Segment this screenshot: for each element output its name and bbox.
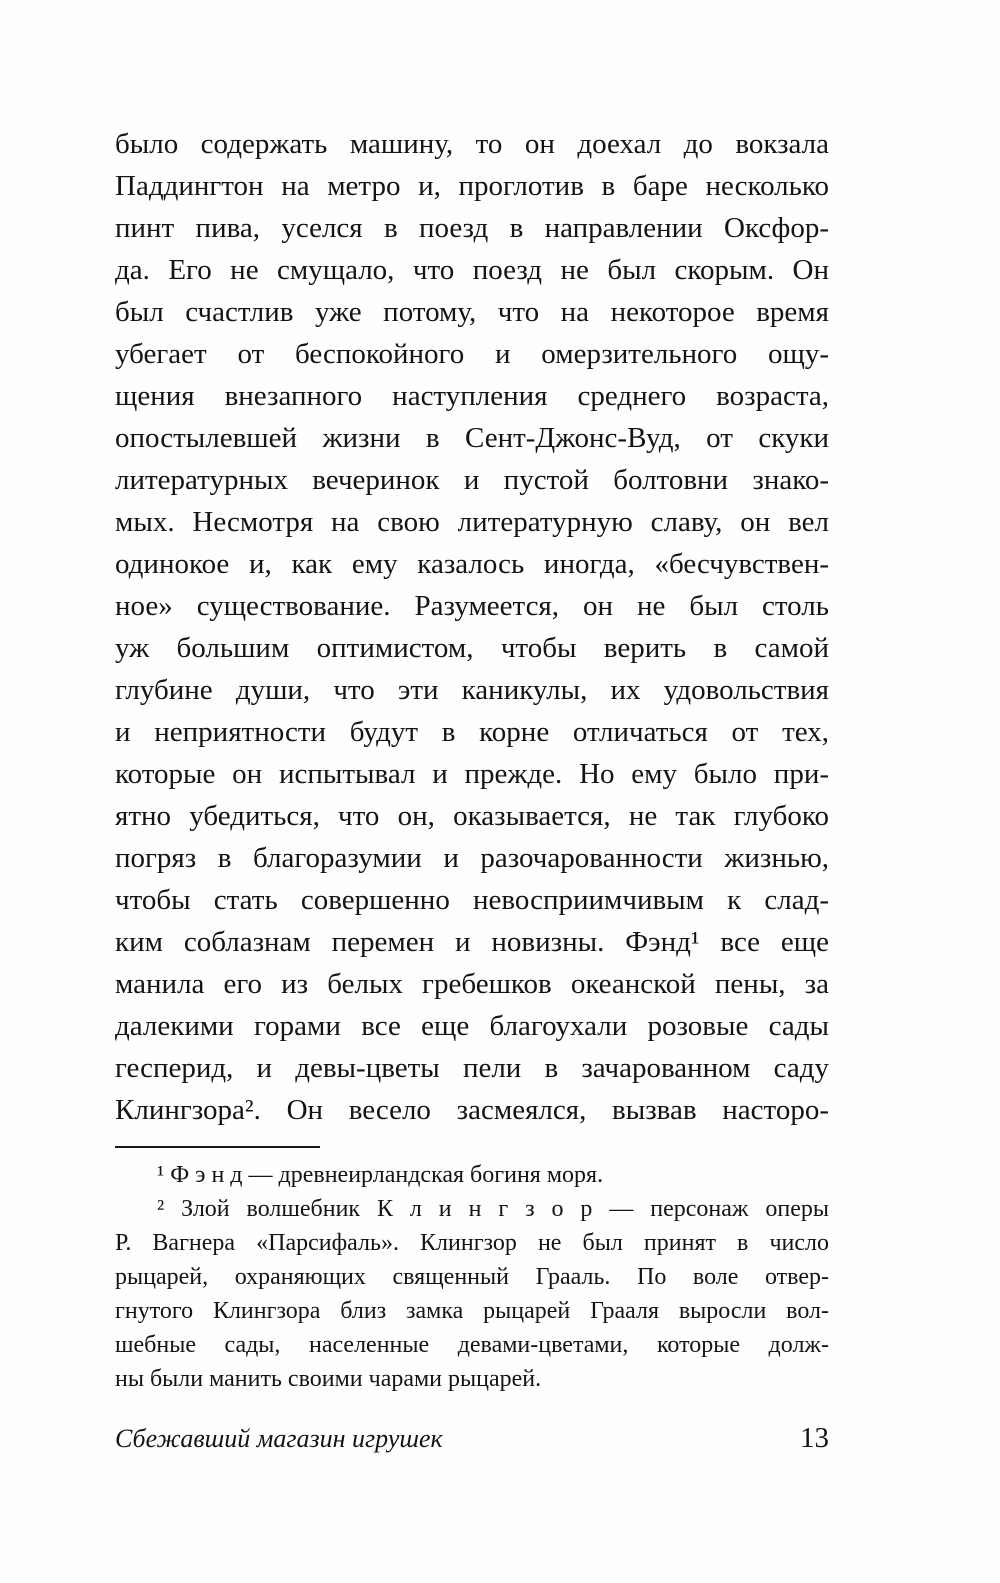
running-title: Сбежавший магазин игрушек [115,1424,443,1453]
body-line: которые он испытывал и прежде. Но ему было при- [115,758,829,790]
body-line: опостылевшей жизни в Сент-Джонс-Вуд, от скуки [115,422,829,454]
body-line: чтобы стать совершенно невосприимчивым к слад- [115,884,829,916]
body-line: ятно убедиться, что он, оказывается, не так глубоко [115,800,829,832]
page-footer [115,1420,829,1457]
footnote-separator [115,1146,320,1148]
footnote-line: гнутого Клингзора близ замка рыцарей Грааля выросли вол- [115,1298,829,1324]
footnote-line: шебные сады, населенные девами-цветами, которые долж- [115,1332,829,1358]
body-line: убегает от беспокойного и омерзительного ощу- [115,338,829,370]
body-text [115,123,829,1131]
body-line: гесперид, и девы-цветы пели в зачарованном саду [115,1052,829,1084]
body-line: Паддингтон на метро и, проглотив в баре несколько [115,170,829,202]
body-line: литературных вечеринок и пустой болтовни знако- [115,464,829,496]
body-line: мых. Несмотря на свою литературную славу, он вел [115,506,829,538]
body-line: одинокое и, как ему казалось иногда, «бесчувствен- [115,548,829,580]
body-line: погряз в благоразумии и разочарованности жизнью, [115,842,829,874]
body-line: пинт пива, уселся в поезд в направлении Оксфор- [115,212,829,244]
footnote-line: рыцарей, охраняющих священный Грааль. По воле отвер- [115,1264,829,1290]
body-line: уж большим оптимистом, чтобы верить в самой [115,632,829,664]
footnote-line: ны были манить своими чарами рыцарей. [115,1366,542,1392]
page-number: 13 [800,1422,829,1454]
footnote-line: ¹ Ф э н д — древнеирландская богиня моря. [157,1162,604,1188]
body-line: глубине души, что эти каникулы, их удовольствия [115,674,829,706]
footnotes-section [115,1158,829,1396]
body-line: щения внезапного наступления среднего возраста, [115,380,829,412]
body-line: да. Его не смущало, что поезд не был скорым. Он [115,254,829,286]
body-line: ное» существование. Разумеется, он не был столь [115,590,829,622]
body-line: и неприятности будут в корне отличаться от тех, [115,716,829,748]
body-line: было содержать машину, то он доехал до вокзала [115,128,829,160]
body-line: манила его из белых гребешков океанской пены, за [115,968,829,1000]
footnote-line: ² Злой волшебник К л и н г з о р — персонаж оперы [157,1196,829,1222]
body-line: далекими горами все еще благоухали розовые сады [115,1010,829,1042]
body-line: Клингзора². Он весело засмеялся, вызвав насторо- [115,1094,829,1126]
body-line: был счастлив уже потому, что на некоторое время [115,296,829,328]
footnote-line: Р. Вагнера «Парсифаль». Клингзор не был принят в число [115,1230,829,1256]
body-line: ким соблазнам перемен и новизны. Фэнд¹ все еще [115,926,829,958]
